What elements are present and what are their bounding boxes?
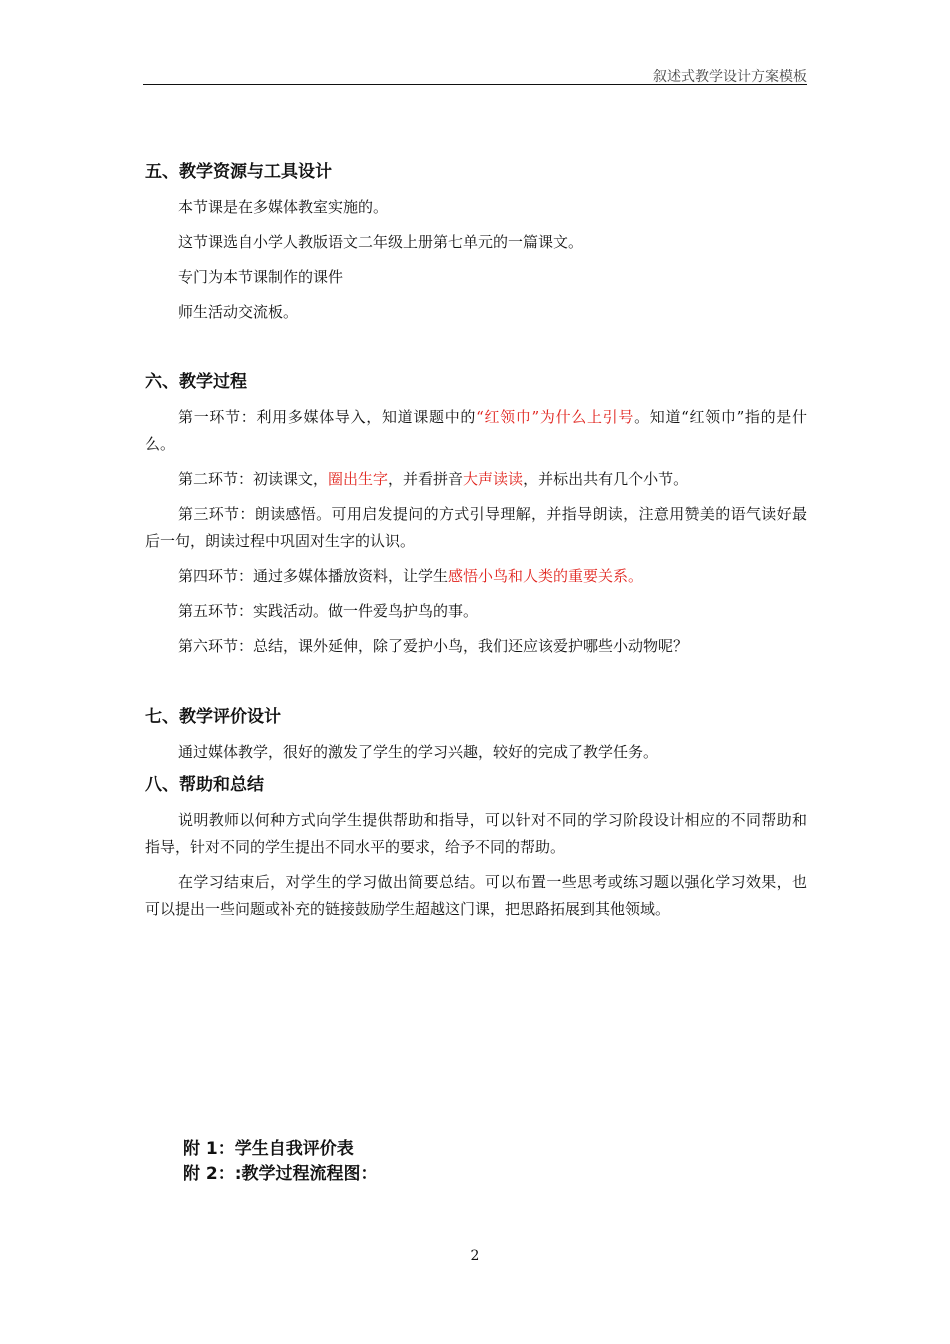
process-step-2: [145, 466, 807, 493]
header-divider: [143, 84, 807, 85]
page-number: 2: [470, 1248, 480, 1264]
summary-paragraph-1: 说明教师以何种方式向学生提供帮助和指导，可以针对不同的学习阶段设计相应的不同帮助和指导，针对不同的学生提出不同水平的要求，给予不同的帮助。: [145, 811, 807, 856]
section-heading-evaluation: 七、教学评价设计: [145, 707, 281, 727]
section-process: [145, 368, 807, 660]
appendix-item-2: 附 2：:教学过程流程图：: [183, 1164, 378, 1184]
step2-text-e: ，并标出共有几个小节。: [523, 470, 689, 488]
document-body: [145, 158, 807, 923]
section-resources: [145, 158, 807, 326]
resources-line-4: 师生活动交流板。: [178, 303, 299, 321]
step4-highlight: 感悟小鸟和人类的重要关系。: [448, 567, 644, 585]
summary-paragraph-2: 在学习结束后，对学生的学习做出简要总结。可以布置一些思考或练习题以强化学习效果，也可以提出一些问题或补充的链接鼓励学生超越这门课，把思路拓展到其他领域。: [145, 873, 807, 918]
appendix-list: [183, 1137, 378, 1187]
step1-text-c: 。知道“红领巾”指的是什么。: [145, 408, 807, 453]
step2-highlight-2: 大声读读: [463, 470, 524, 488]
resources-line-2: 这节课选自小学人教版语文二年级上册第七单元的一篇课文。: [178, 233, 584, 251]
resources-line-1: 本节课是在多媒体教室实施的。: [178, 198, 389, 216]
process-step-4: [145, 563, 807, 590]
evaluation-text: 通过媒体教学，很好的激发了学生的学习兴趣，较好的完成了教学任务。: [178, 743, 659, 761]
step4-text-a: 第四环节：通过多媒体播放资料，让学生: [178, 567, 449, 585]
step2-text-c: ，并看拼音: [388, 470, 464, 488]
process-step-3: 第三环节：朗读感悟。可用启发提问的方式引导理解，并指导朗读，注意用赞美的语气读好最后一句，朗读过程中巩固对生字的认识。: [145, 505, 807, 550]
appendix-item-1: 附 1：学生自我评价表: [183, 1139, 354, 1159]
section-heading-process: 六、教学过程: [145, 372, 247, 392]
step1-highlight: “红领巾”为什么上引号: [476, 408, 635, 426]
process-step-5: 第五环节：实践活动。做一件爱鸟护鸟的事。: [178, 602, 479, 620]
step1-text-a: 第一环节：利用多媒体导入，知道课题中的: [178, 408, 477, 426]
step2-highlight-1: 圈出生字: [328, 470, 389, 488]
process-step-6: 第六环节：总结，课外延伸，除了爱护小鸟，我们还应该爱护哪些小动物呢？: [178, 637, 689, 655]
process-step-1: [145, 404, 807, 458]
header-title: 叙述式教学设计方案模板: [653, 69, 807, 85]
section-summary: [145, 771, 807, 923]
section-heading-resources: 五、教学资源与工具设计: [145, 162, 332, 182]
section-heading-summary: 八、帮助和总结: [145, 775, 264, 795]
section-evaluation: [145, 703, 807, 766]
resources-line-3: 专门为本节课制作的课件: [178, 268, 344, 286]
step2-text-a: 第二环节：初读课文，: [178, 470, 329, 488]
